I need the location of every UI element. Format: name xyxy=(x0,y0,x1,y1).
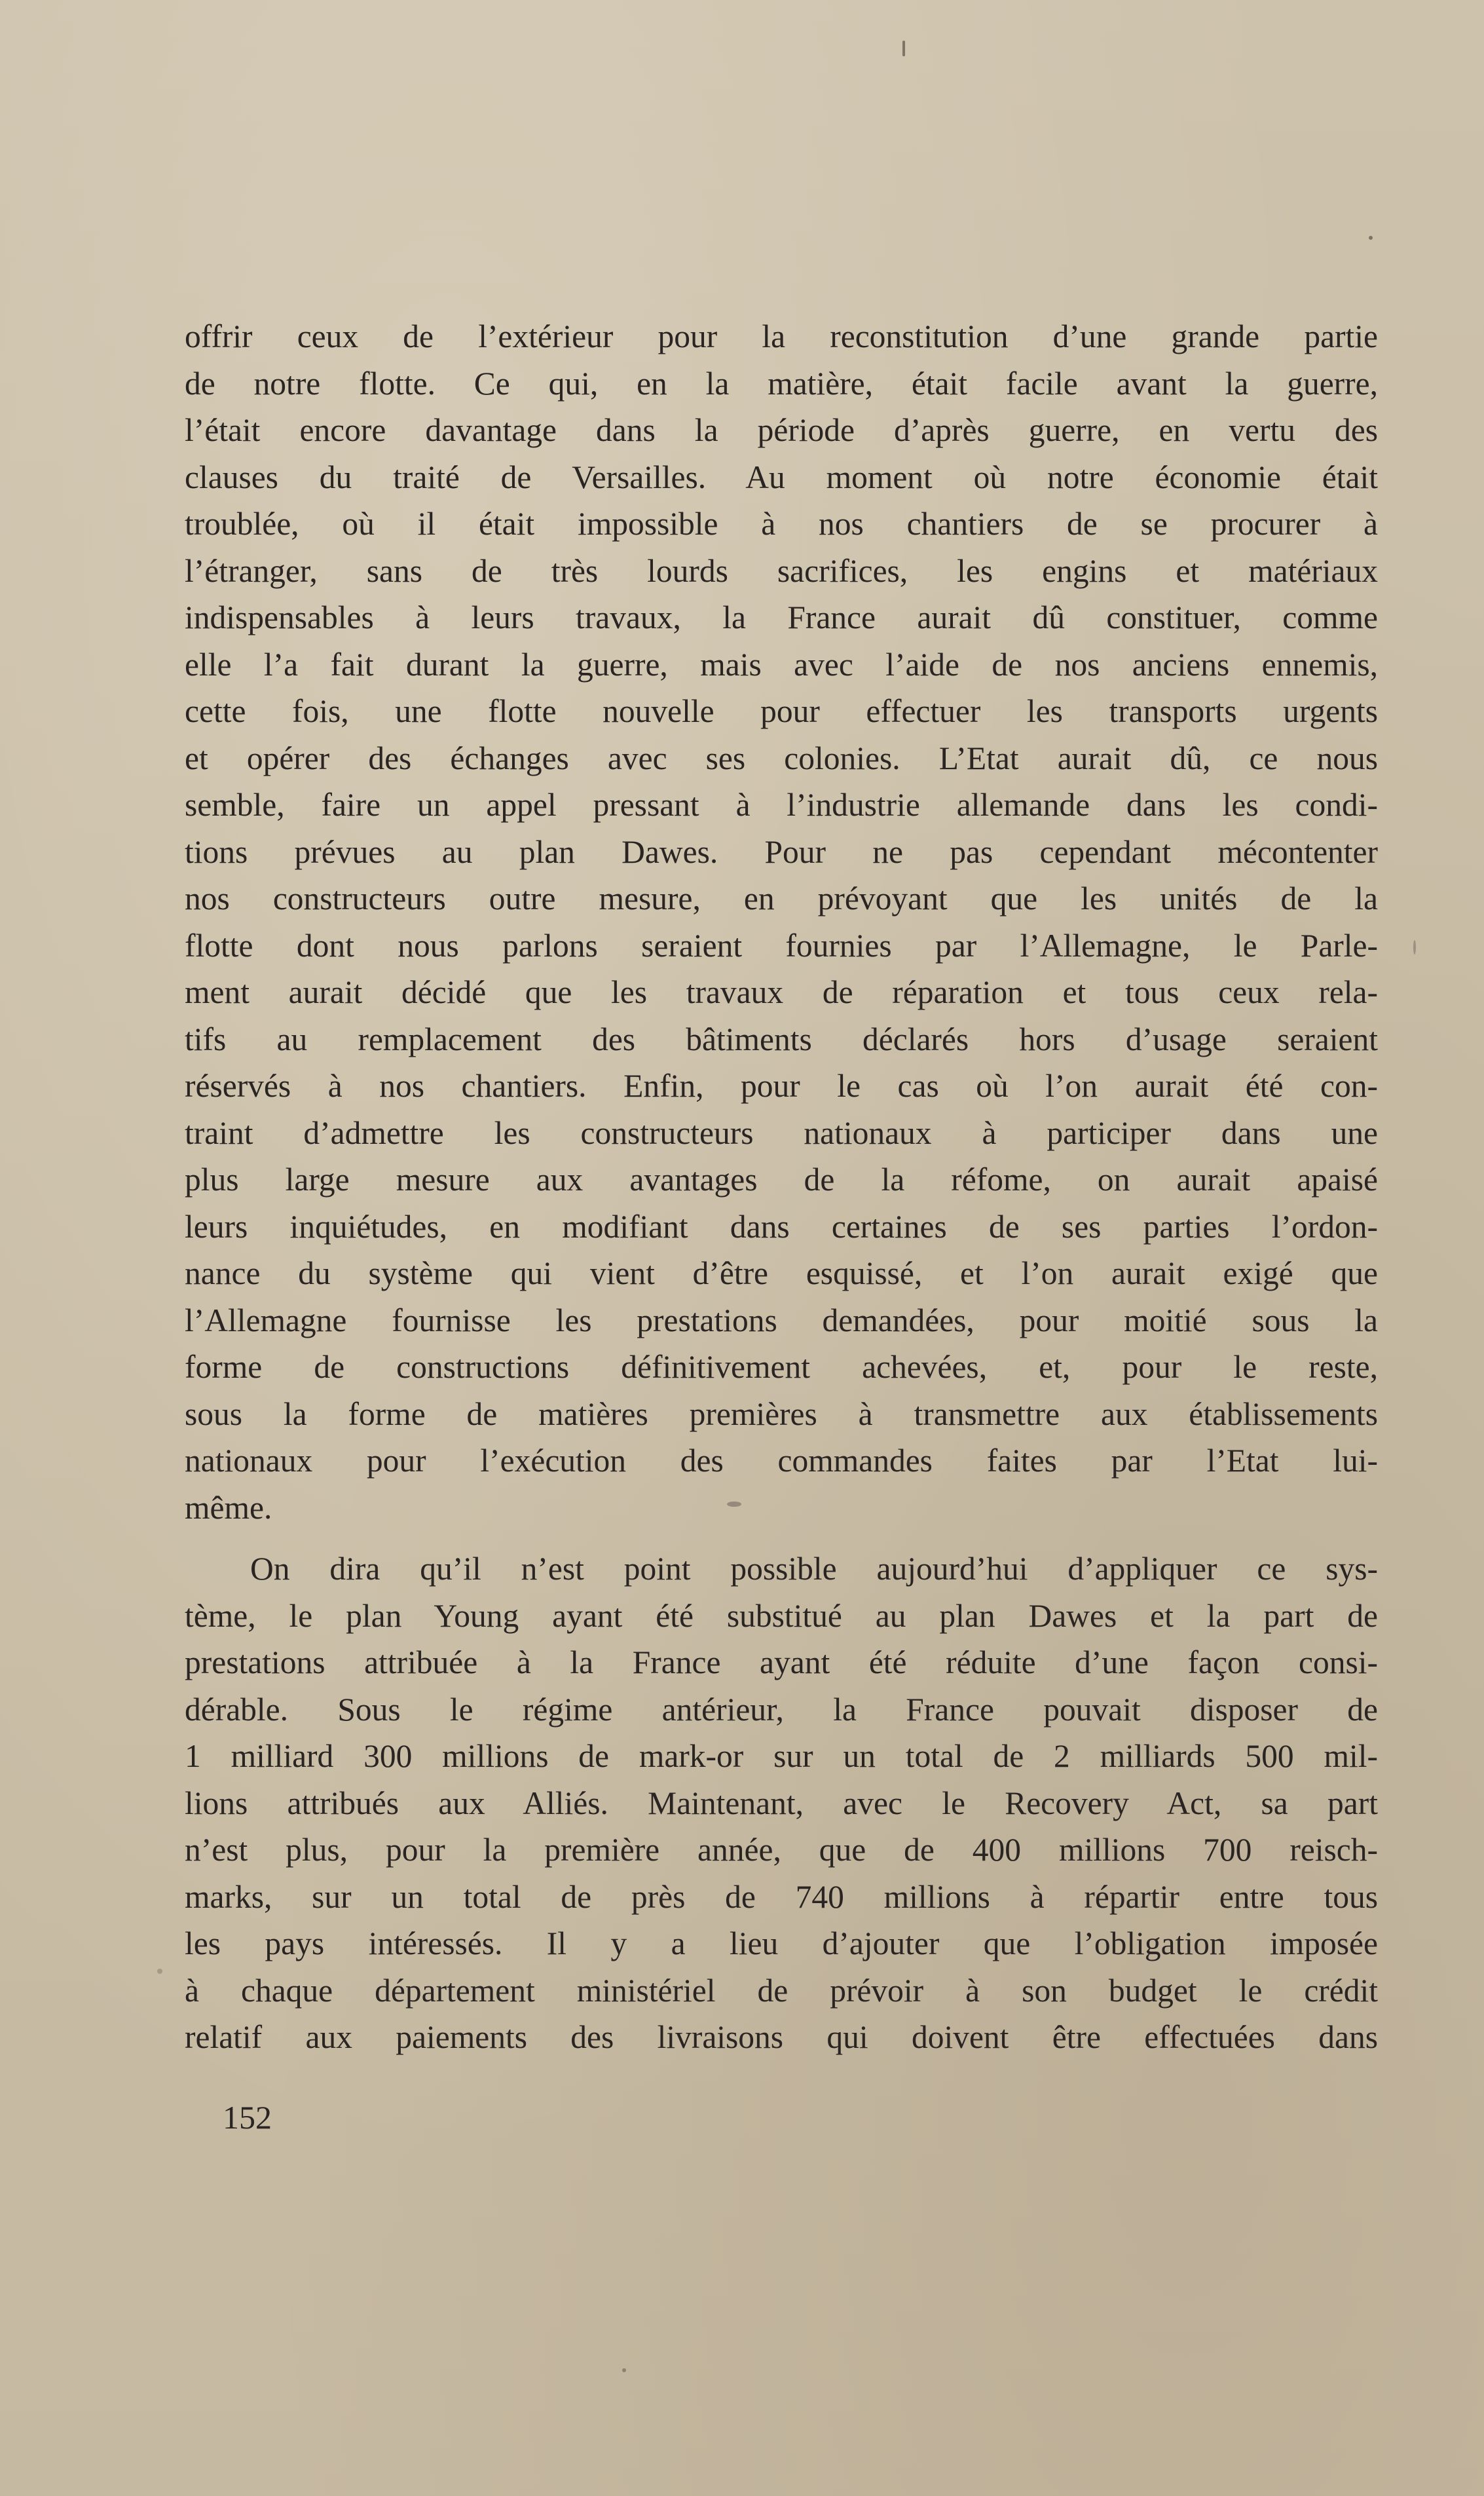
text-line: forme de constructions définitivement achevées, et, pour le reste, xyxy=(185,1349,1378,1385)
text-line: leurs inquiétudes, en modifiant dans certaines de ses parties l’ordon- xyxy=(185,1208,1378,1245)
text-line: tème, le plan Young ayant été substitué au plan Dawes et la part de xyxy=(185,1597,1378,1634)
text-line: flotte dont nous parlons seraient fournies par l’Allemagne, le Parle- xyxy=(185,927,1378,964)
body-text xyxy=(185,313,1378,2061)
paragraph-gap xyxy=(185,1531,1378,1545)
text-line: semble, faire un appel pressant à l’industrie allemande dans les condi- xyxy=(185,787,1378,823)
paper-speck xyxy=(1413,940,1416,955)
text-line: nationaux pour l’exécution des commandes faites par l’Etat lui- xyxy=(185,1443,1378,1479)
text-line: marks, sur un total de près de 740 millions à répartir entre tous xyxy=(185,1878,1378,1915)
text-line: relatif aux paiements des livraisons qui doivent être effectuées dans xyxy=(185,2019,1378,2055)
text-line: indispensables à leurs travaux, la France aurait dû constituer, comme xyxy=(185,599,1378,635)
text-line: lions attribués aux Alliés. Maintenant, avec le Recovery Act, sa part xyxy=(185,1785,1378,1821)
text-line: cette fois, une flotte nouvelle pour effectuer les transports urgents xyxy=(185,693,1378,729)
text-line: à chaque département ministériel de prévoir à son budget le crédit xyxy=(185,1972,1378,2009)
paper-speck xyxy=(727,1502,741,1507)
text-line: prestations attribuée à la France ayant été réduite d’une façon consi- xyxy=(185,1644,1378,1680)
text-line: On dira qu’il n’est point possible aujourd’hui d’appliquer ce sys- xyxy=(250,1551,1378,1587)
page-number: 152 xyxy=(223,2099,272,2136)
paper-speck xyxy=(1369,236,1373,240)
text-line: n’est plus, pour la première année, que de 400 millions 700 reisch- xyxy=(185,1832,1378,1868)
text-line: tions prévues au plan Dawes. Pour ne pas cependant mécontenter xyxy=(185,833,1378,870)
text-line: offrir ceux de l’extérieur pour la reconstitution d’une grande partie xyxy=(185,318,1378,354)
text-line: l’étranger, sans de très lourds sacrifices, les engins et matériaux xyxy=(185,552,1378,589)
text-line: 1 milliard 300 millions de mark-or sur un total de 2 milliards 500 mil- xyxy=(185,1738,1378,1774)
paper-speck xyxy=(157,1969,162,1974)
text-line: et opérer des échanges avec ses colonies. L’Etat aurait dû, ce nous xyxy=(185,740,1378,776)
paper-speck xyxy=(902,41,905,56)
text-line: même. xyxy=(185,1489,272,1526)
paper-speck xyxy=(622,2368,626,2372)
text-line: réservés à nos chantiers. Enfin, pour le cas où l’on aurait été con- xyxy=(185,1068,1378,1104)
text-line: les pays intéressés. Il y a lieu d’ajouter que l’obligation imposée xyxy=(185,1925,1378,1961)
text-line: elle l’a fait durant la guerre, mais avec l’aide de nos anciens ennemis, xyxy=(185,646,1378,683)
text-line: clauses du traité de Versailles. Au moment où notre économie était xyxy=(185,459,1378,495)
text-line: dérable. Sous le régime antérieur, la France pouvait disposer de xyxy=(185,1691,1378,1728)
text-line: l’Allemagne fournisse les prestations demandées, pour moitié sous la xyxy=(185,1302,1378,1338)
text-line: sous la forme de matières premières à transmettre aux établissements xyxy=(185,1395,1378,1432)
text-line: de notre flotte. Ce qui, en la matière, était facile avant la guerre, xyxy=(185,365,1378,402)
text-line: nance du système qui vient d’être esquissé, et l’on aurait exigé que xyxy=(185,1255,1378,1291)
text-line: troublée, où il était impossible à nos chantiers de se procurer à xyxy=(185,506,1378,542)
text-line: l’était encore davantage dans la période d’après guerre, en vertu des xyxy=(185,412,1378,448)
text-line: traint d’admettre les constructeurs nationaux à participer dans une xyxy=(185,1114,1378,1151)
text-line: plus large mesure aux avantages de la réfome, on aurait apaisé xyxy=(185,1162,1378,1198)
text-line: tifs au remplacement des bâtiments déclarés hors d’usage seraient xyxy=(185,1021,1378,1057)
text-line: ment aurait décidé que les travaux de réparation et tous ceux rela- xyxy=(185,974,1378,1010)
text-line: nos constructeurs outre mesure, en prévoyant que les unités de la xyxy=(185,880,1378,917)
